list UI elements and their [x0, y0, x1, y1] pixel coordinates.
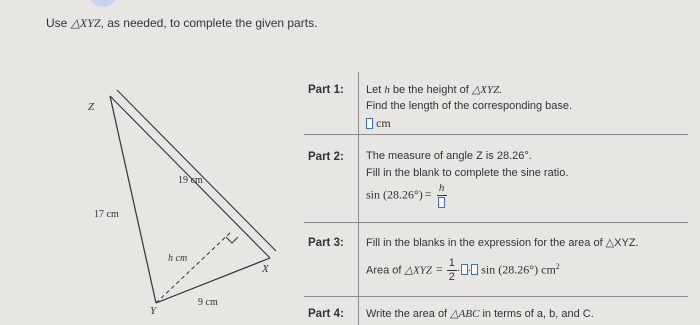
part2-sine-row: sin (28.26°) = h: [366, 183, 447, 208]
instruction-triangle: △XYZ: [70, 16, 101, 30]
part1-line2: Find the length of the corresponding base.: [366, 100, 573, 112]
part4-label: Part 4:: [308, 308, 344, 320]
part1-unit: cm: [376, 116, 391, 130]
parts-table: [304, 72, 688, 325]
side-zy-label: 17 cm: [94, 209, 119, 220]
part3-line1: Fill in the blanks in the expression for the area of △XYZ.: [366, 237, 639, 249]
part1-line1: Let h be the height of △XYZ.: [366, 84, 502, 96]
part1-label: Part 1:: [308, 84, 344, 96]
part4-line1: Write the area of △ABC in terms of a, b, and C.: [366, 308, 594, 320]
part2-answer-box[interactable]: [438, 197, 445, 208]
part2-line2: Fill in the blank to complete the sine ratio.: [366, 167, 569, 179]
vertex-y-label: Y: [150, 305, 157, 317]
part3-area-row: Area of △XYZ = $\frac{1}{2}$ · · sin (28.26°) $cm^2$: [366, 257, 560, 283]
part3-answer-box-2[interactable]: [471, 264, 478, 275]
part2-label: Part 2:: [308, 151, 344, 163]
triangle-figure: [0, 0, 300, 325]
part3-answer-box-1[interactable]: [461, 264, 468, 275]
side-zx-label: 19 cm: [178, 175, 203, 186]
vertex-x-label: X: [262, 263, 269, 275]
height-label: h cm: [168, 253, 188, 264]
side-yx-label: 9 cm: [198, 297, 218, 308]
part1-answer-row: [366, 116, 391, 131]
part1-answer-box[interactable]: [366, 118, 373, 129]
instruction-prefix: Use: [46, 16, 71, 30]
vertex-z-label: Z: [88, 101, 95, 113]
part2-line1: The measure of angle Z is 28.26°.: [366, 150, 532, 162]
part3-label: Part 3:: [308, 237, 344, 249]
instruction-suffix: , as needed, to complete the given parts.: [100, 16, 318, 30]
